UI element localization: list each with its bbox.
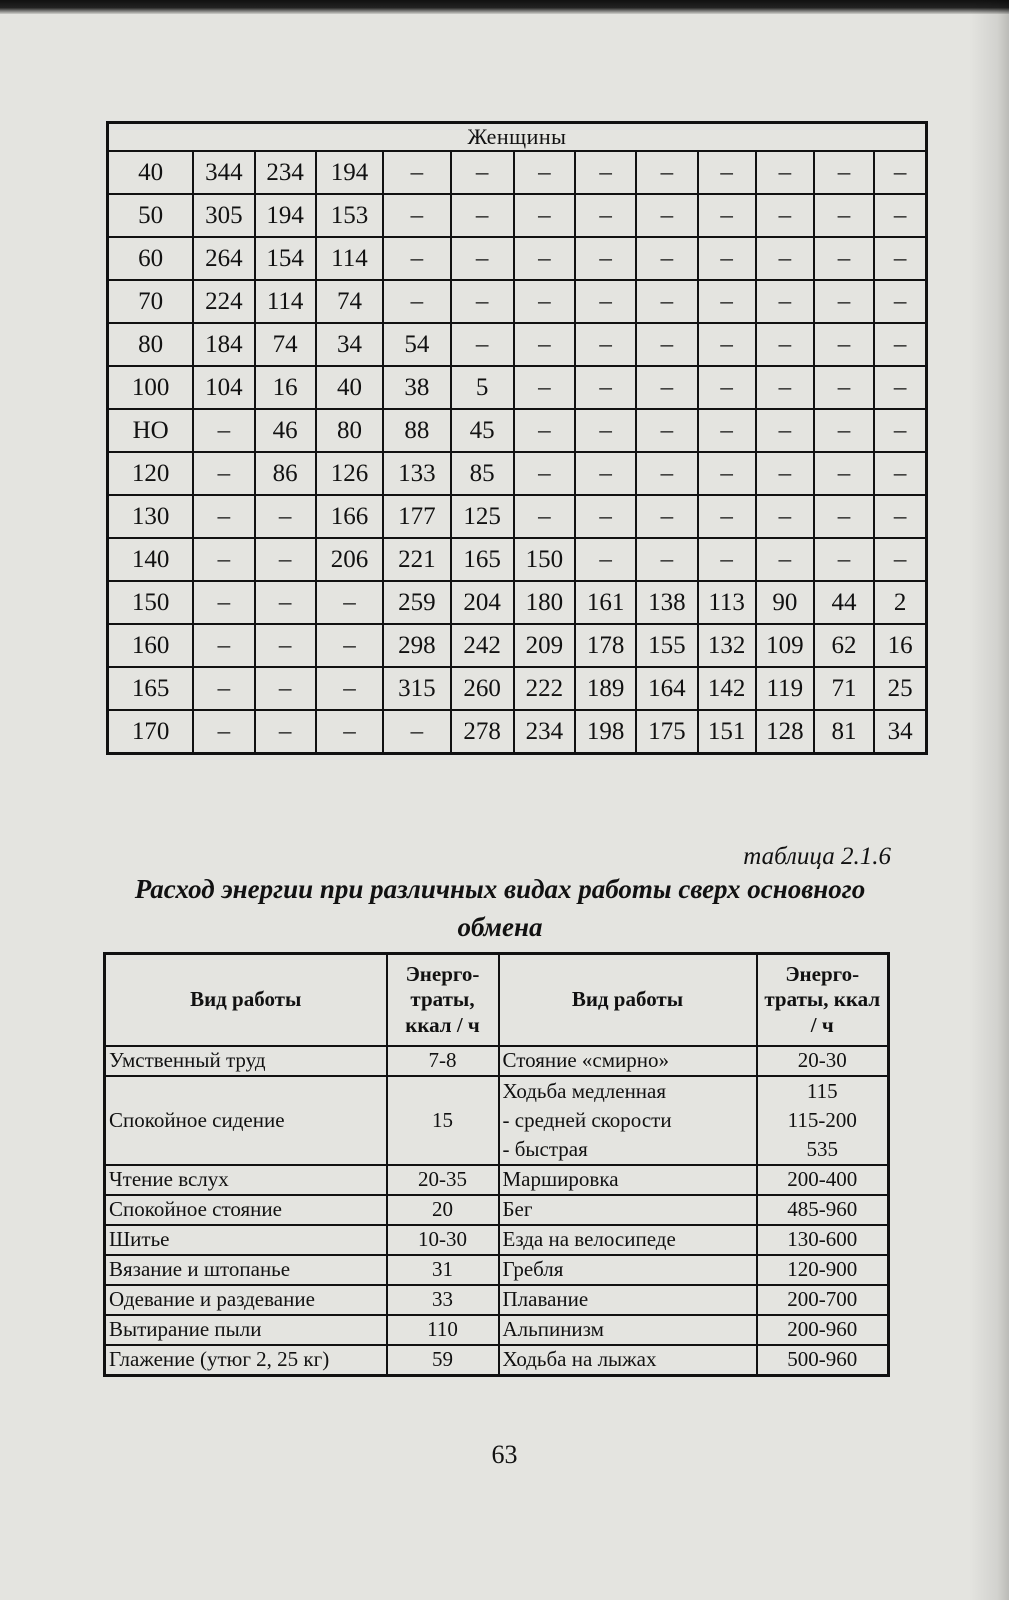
value-cell: – <box>698 409 756 452</box>
value-cell: 151 <box>698 710 756 754</box>
value-cell: – <box>756 323 814 366</box>
value-cell: – <box>874 323 926 366</box>
value-cell: 180 <box>514 581 575 624</box>
value-cell: – <box>451 237 514 280</box>
value-cell: 86 <box>255 452 316 495</box>
value-cell: 153 <box>316 194 383 237</box>
value-cell: 264 <box>193 237 254 280</box>
value-cell: 126 <box>316 452 383 495</box>
page-number: 63 <box>491 1440 518 1469</box>
energy-line: 200-400 <box>787 1167 858 1192</box>
value-cell: – <box>383 710 450 754</box>
header-activity-1: Вид работы <box>105 954 387 1047</box>
value-cell: 128 <box>756 710 814 754</box>
energy-cell <box>757 1285 889 1315</box>
value-cell: 38 <box>383 366 450 409</box>
value-cell: 164 <box>636 667 697 710</box>
value-cell: – <box>316 710 383 754</box>
value-cell: 222 <box>514 667 575 710</box>
value-cell: – <box>255 495 316 538</box>
activity-cell: Шитье <box>105 1225 387 1255</box>
table-row <box>105 1315 889 1345</box>
value-cell: – <box>193 495 254 538</box>
value-cell: – <box>193 667 254 710</box>
activity-line: - быстрая <box>502 1137 588 1161</box>
header-activity-2: Вид работы <box>499 954 757 1047</box>
value-cell: – <box>316 624 383 667</box>
value-cell: 81 <box>814 710 874 754</box>
value-cell: – <box>874 366 926 409</box>
value-cell: – <box>874 237 926 280</box>
table-row <box>108 237 927 280</box>
weight-cell: 40 <box>108 151 194 194</box>
value-cell: 155 <box>636 624 697 667</box>
value-cell: – <box>756 495 814 538</box>
value-cell: – <box>698 538 756 581</box>
value-cell: – <box>814 280 874 323</box>
value-cell: – <box>255 581 316 624</box>
energy-cell: 7-8 <box>387 1046 499 1076</box>
value-cell: – <box>514 366 575 409</box>
energy-cell: 59 <box>387 1345 499 1376</box>
table-row <box>108 495 927 538</box>
value-cell: – <box>514 323 575 366</box>
value-cell: 109 <box>756 624 814 667</box>
table-row <box>108 151 927 194</box>
energy-line: 130-600 <box>787 1227 858 1252</box>
value-cell: 114 <box>316 237 383 280</box>
table-row <box>105 1195 889 1225</box>
women-table-body <box>108 151 927 754</box>
value-cell: 224 <box>193 280 254 323</box>
value-cell: 74 <box>316 280 383 323</box>
value-cell: – <box>514 280 575 323</box>
value-cell: – <box>383 151 450 194</box>
value-cell: – <box>575 237 636 280</box>
value-cell: – <box>255 710 316 754</box>
value-cell: – <box>575 452 636 495</box>
activity-line: Гребля <box>502 1257 564 1282</box>
energy-cell: 15 <box>387 1076 499 1165</box>
energy-cell: 31 <box>387 1255 499 1285</box>
value-cell: – <box>698 237 756 280</box>
activity-line: Альпинизм <box>502 1317 604 1342</box>
value-cell: – <box>756 151 814 194</box>
weight-cell: 70 <box>108 280 194 323</box>
weight-cell: 140 <box>108 538 194 581</box>
table-row <box>105 1345 889 1376</box>
value-cell: – <box>636 366 697 409</box>
value-cell: 198 <box>575 710 636 754</box>
value-cell: 189 <box>575 667 636 710</box>
value-cell: 315 <box>383 667 450 710</box>
value-cell: – <box>874 538 926 581</box>
value-cell: – <box>636 237 697 280</box>
activity-line: - средней скорости <box>502 1108 672 1132</box>
value-cell: – <box>756 538 814 581</box>
value-cell: 85 <box>451 452 514 495</box>
weight-cell: 80 <box>108 323 194 366</box>
value-cell: – <box>514 409 575 452</box>
table-row <box>108 280 927 323</box>
value-cell: – <box>193 710 254 754</box>
activity-cell <box>499 1076 757 1165</box>
energy-header-row <box>105 954 889 1047</box>
value-cell: – <box>255 667 316 710</box>
weight-cell: НО <box>108 409 194 452</box>
value-cell: – <box>514 495 575 538</box>
value-cell: – <box>575 538 636 581</box>
activity-cell <box>499 1046 757 1076</box>
value-cell: – <box>698 495 756 538</box>
value-cell: 206 <box>316 538 383 581</box>
value-cell: 16 <box>874 624 926 667</box>
value-cell: 305 <box>193 194 254 237</box>
value-cell: 2 <box>874 581 926 624</box>
value-cell: 5 <box>451 366 514 409</box>
weight-cell: 150 <box>108 581 194 624</box>
activity-cell: Одевание и раздевание <box>105 1285 387 1315</box>
value-cell: 184 <box>193 323 254 366</box>
weight-cell: 100 <box>108 366 194 409</box>
activity-cell <box>499 1195 757 1225</box>
women-header-row <box>108 123 927 152</box>
energy-cell <box>757 1315 889 1345</box>
value-cell: – <box>874 495 926 538</box>
value-cell: 46 <box>255 409 316 452</box>
value-cell: 177 <box>383 495 450 538</box>
value-cell: 44 <box>814 581 874 624</box>
value-cell: – <box>575 323 636 366</box>
value-cell: – <box>814 194 874 237</box>
value-cell: 150 <box>514 538 575 581</box>
value-cell: – <box>814 495 874 538</box>
value-cell: 104 <box>193 366 254 409</box>
energy-cell: 10-30 <box>387 1225 499 1255</box>
value-cell: 175 <box>636 710 697 754</box>
energy-cell <box>757 1165 889 1195</box>
energy-cell: 20-35 <box>387 1165 499 1195</box>
energy-cell <box>757 1225 889 1255</box>
value-cell: – <box>193 452 254 495</box>
table-row <box>105 1165 889 1195</box>
value-cell: – <box>698 323 756 366</box>
energy-cell <box>757 1046 889 1076</box>
value-cell: 242 <box>451 624 514 667</box>
value-cell: 234 <box>514 710 575 754</box>
value-cell: – <box>193 538 254 581</box>
activity-energy-table <box>103 952 890 1377</box>
table-row <box>108 366 927 409</box>
activity-cell: Умственный труд <box>105 1046 387 1076</box>
value-cell: 278 <box>451 710 514 754</box>
value-cell: – <box>575 495 636 538</box>
value-cell: – <box>814 237 874 280</box>
table-row <box>105 1225 889 1255</box>
table-title: Расход энергии при различных видах работы сверх основного обмена <box>134 874 866 942</box>
value-cell: 119 <box>756 667 814 710</box>
value-cell: – <box>636 495 697 538</box>
value-cell: 209 <box>514 624 575 667</box>
activity-cell <box>499 1315 757 1345</box>
value-cell: 40 <box>316 366 383 409</box>
value-cell: 154 <box>255 237 316 280</box>
value-cell: – <box>255 538 316 581</box>
value-cell: – <box>514 452 575 495</box>
value-cell: 260 <box>451 667 514 710</box>
value-cell: 259 <box>383 581 450 624</box>
page-top-edge-shadow <box>0 0 1009 14</box>
value-cell: – <box>514 151 575 194</box>
value-cell: – <box>636 194 697 237</box>
weight-cell: 130 <box>108 495 194 538</box>
value-cell: 221 <box>383 538 450 581</box>
table-row <box>105 1076 889 1165</box>
value-cell: 62 <box>814 624 874 667</box>
activity-cell <box>499 1345 757 1376</box>
value-cell: 125 <box>451 495 514 538</box>
activity-line: Маршировка <box>502 1167 619 1192</box>
value-cell: 234 <box>255 151 316 194</box>
value-cell: – <box>874 194 926 237</box>
energy-line: 200-960 <box>787 1317 858 1342</box>
value-cell: – <box>814 366 874 409</box>
value-cell: 178 <box>575 624 636 667</box>
value-cell: – <box>636 151 697 194</box>
value-cell: – <box>756 280 814 323</box>
value-cell: – <box>383 280 450 323</box>
value-cell: 71 <box>814 667 874 710</box>
energy-cell <box>757 1195 889 1225</box>
table-row <box>105 1046 889 1076</box>
table-row <box>108 323 927 366</box>
value-cell: – <box>193 581 254 624</box>
activity-cell <box>499 1255 757 1285</box>
value-cell: – <box>874 452 926 495</box>
value-cell: 34 <box>316 323 383 366</box>
value-cell: 166 <box>316 495 383 538</box>
value-cell: – <box>636 280 697 323</box>
value-cell: 34 <box>874 710 926 754</box>
value-cell: – <box>814 151 874 194</box>
energy-line: 120-900 <box>787 1257 858 1282</box>
value-cell: – <box>698 151 756 194</box>
value-cell: – <box>814 538 874 581</box>
women-header: Женщины <box>108 123 927 152</box>
value-cell: 142 <box>698 667 756 710</box>
weight-cell: 120 <box>108 452 194 495</box>
weight-cell: 50 <box>108 194 194 237</box>
activity-cell: Вытирание пыли <box>105 1315 387 1345</box>
value-cell: 114 <box>255 280 316 323</box>
value-cell: 138 <box>636 581 697 624</box>
table-row <box>108 452 927 495</box>
activity-cell <box>499 1165 757 1195</box>
value-cell: 25 <box>874 667 926 710</box>
value-cell: – <box>874 280 926 323</box>
value-cell: 90 <box>756 581 814 624</box>
value-cell: – <box>636 538 697 581</box>
value-cell: – <box>636 409 697 452</box>
value-cell: – <box>383 194 450 237</box>
energy-line: 115-200 <box>787 1108 857 1132</box>
activity-cell: Спокойное стояние <box>105 1195 387 1225</box>
activity-cell <box>499 1225 757 1255</box>
weight-cell: 170 <box>108 710 194 754</box>
value-cell: 344 <box>193 151 254 194</box>
weight-cell: 160 <box>108 624 194 667</box>
activity-cell <box>499 1285 757 1315</box>
value-cell: – <box>514 237 575 280</box>
table-row <box>108 624 927 667</box>
value-cell: 133 <box>383 452 450 495</box>
value-cell: – <box>756 409 814 452</box>
value-cell: – <box>451 280 514 323</box>
table-number: таблица 2.1.6 <box>743 843 891 870</box>
value-cell: – <box>451 151 514 194</box>
value-cell: 74 <box>255 323 316 366</box>
value-cell: – <box>514 194 575 237</box>
women-energy-table <box>106 121 928 755</box>
value-cell: 45 <box>451 409 514 452</box>
value-cell: 80 <box>316 409 383 452</box>
value-cell: 132 <box>698 624 756 667</box>
table-row <box>108 194 927 237</box>
value-cell: 16 <box>255 366 316 409</box>
value-cell: – <box>874 409 926 452</box>
energy-line: 535 <box>806 1137 838 1161</box>
activity-cell: Чтение вслух <box>105 1165 387 1195</box>
table-row <box>105 1255 889 1285</box>
activity-line: Ходьба на лыжах <box>502 1347 657 1372</box>
energy-line: 200-700 <box>787 1287 858 1312</box>
energy-line: 115 <box>806 1079 838 1103</box>
activity-cell: Вязание и штопанье <box>105 1255 387 1285</box>
value-cell: – <box>316 667 383 710</box>
value-cell: – <box>756 452 814 495</box>
activity-line: Стояние «смирно» <box>502 1048 670 1073</box>
value-cell: – <box>383 237 450 280</box>
value-cell: – <box>575 151 636 194</box>
value-cell: – <box>698 280 756 323</box>
value-cell: – <box>193 624 254 667</box>
weight-cell: 165 <box>108 667 194 710</box>
energy-cell: 33 <box>387 1285 499 1315</box>
value-cell: – <box>698 366 756 409</box>
value-cell: – <box>698 452 756 495</box>
energy-line: 20-30 <box>797 1048 847 1073</box>
activity-line: Ходьба медленная <box>502 1079 667 1103</box>
value-cell: – <box>756 194 814 237</box>
header-energy-2: Энерго-траты, ккал / ч <box>757 954 889 1047</box>
value-cell: – <box>698 194 756 237</box>
activity-cell: Спокойное сидение <box>105 1076 387 1165</box>
value-cell: – <box>756 237 814 280</box>
value-cell: 298 <box>383 624 450 667</box>
value-cell: – <box>255 624 316 667</box>
value-cell: – <box>575 194 636 237</box>
energy-line: 485-960 <box>787 1197 858 1222</box>
value-cell: 88 <box>383 409 450 452</box>
weight-cell: 60 <box>108 237 194 280</box>
activity-line: Езда на велосипеде <box>502 1227 676 1252</box>
energy-table-body <box>105 1046 889 1376</box>
value-cell: – <box>756 366 814 409</box>
energy-cell <box>757 1255 889 1285</box>
value-cell: – <box>636 452 697 495</box>
value-cell: 113 <box>698 581 756 624</box>
value-cell: – <box>814 452 874 495</box>
table-row <box>108 581 927 624</box>
table-row <box>108 409 927 452</box>
value-cell: – <box>575 366 636 409</box>
header-energy-1: Энерго-траты, ккал / ч <box>387 954 499 1047</box>
value-cell: – <box>636 323 697 366</box>
activity-cell: Глажение (утюг 2, 25 кг) <box>105 1345 387 1376</box>
table-row <box>108 710 927 754</box>
energy-cell <box>757 1345 889 1376</box>
activity-line: Бег <box>502 1197 533 1222</box>
value-cell: – <box>814 409 874 452</box>
value-cell: 54 <box>383 323 450 366</box>
page-right-edge-shadow <box>969 0 1009 1600</box>
value-cell: – <box>575 409 636 452</box>
value-cell: – <box>451 194 514 237</box>
value-cell: – <box>814 323 874 366</box>
value-cell: – <box>451 323 514 366</box>
value-cell: 161 <box>575 581 636 624</box>
value-cell: 194 <box>316 151 383 194</box>
value-cell: – <box>193 409 254 452</box>
energy-cell: 110 <box>387 1315 499 1345</box>
value-cell: – <box>575 280 636 323</box>
value-cell: 204 <box>451 581 514 624</box>
energy-cell: 20 <box>387 1195 499 1225</box>
value-cell: – <box>316 581 383 624</box>
table-row <box>105 1285 889 1315</box>
table-row <box>108 538 927 581</box>
activity-line: Плавание <box>502 1287 589 1312</box>
value-cell: 165 <box>451 538 514 581</box>
value-cell: 194 <box>255 194 316 237</box>
value-cell: – <box>874 151 926 194</box>
energy-line: 500-960 <box>787 1347 858 1372</box>
energy-cell <box>757 1076 889 1165</box>
table-row <box>108 667 927 710</box>
